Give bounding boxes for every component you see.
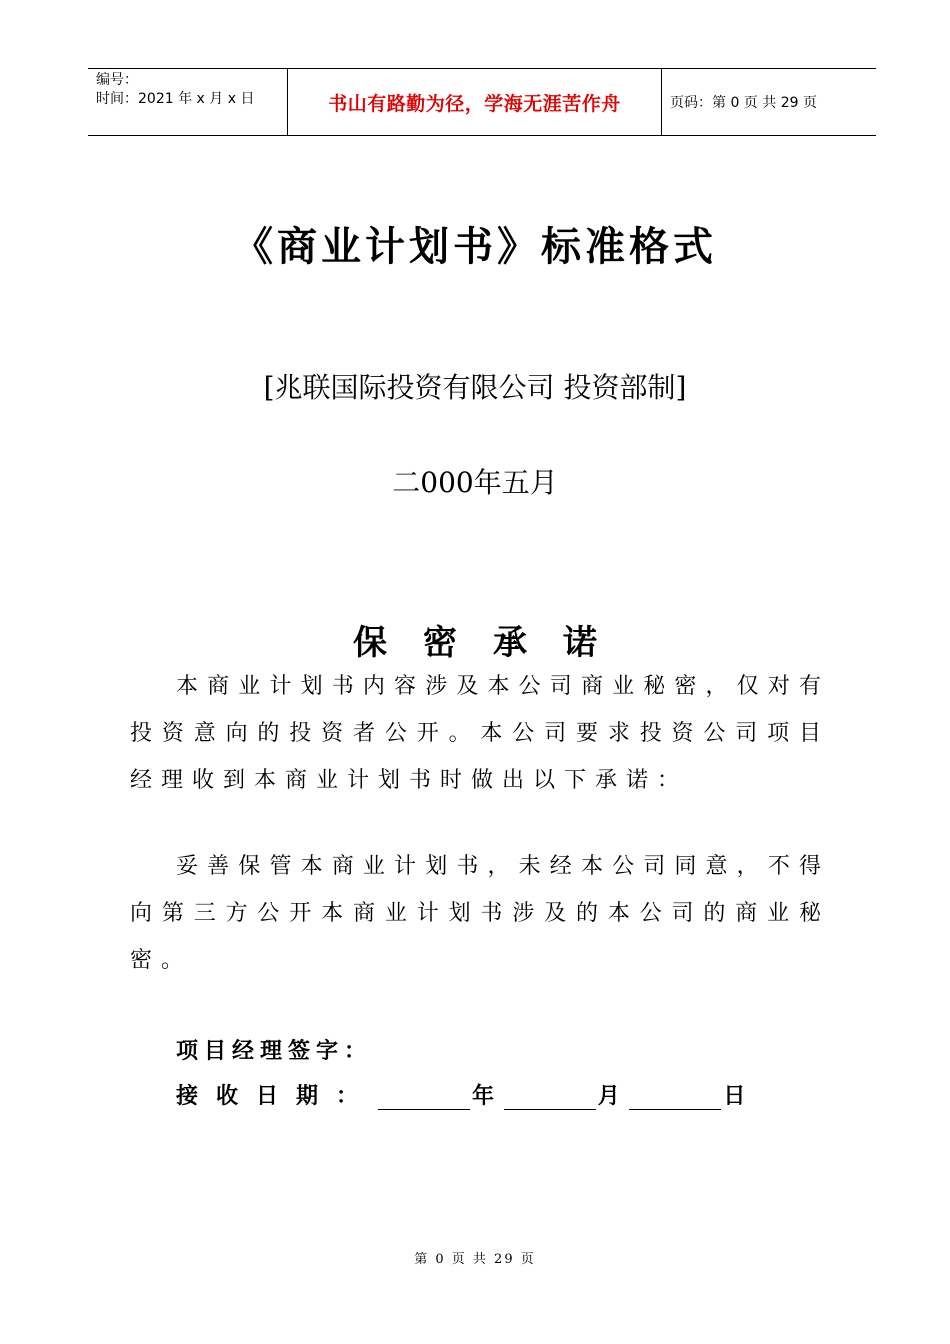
day-blank[interactable] xyxy=(629,1087,721,1110)
header-page-number: 页码：第 0 页 共 29 页 xyxy=(670,95,817,111)
received-date-line xyxy=(176,1079,745,1110)
header-meta-cell xyxy=(88,69,288,135)
footer-page-number: 第 0 页 共 29 页 xyxy=(414,1252,536,1267)
document-title: 《商业计划书》标准格式 xyxy=(233,224,717,270)
day-label: 日 xyxy=(723,1084,746,1109)
document-date: 二000年五月 xyxy=(392,466,558,499)
document-number: 编号： xyxy=(96,72,138,88)
document-subtitle: [兆联国际投资有限公司 投资部制] xyxy=(263,371,687,404)
header-table xyxy=(88,68,876,136)
motto-text: 书山有路勤为径，学海无涯苦作舟 xyxy=(328,92,621,115)
document-time: 时间：2021 年 x 月 x 日 xyxy=(96,91,255,107)
paragraph-1: 本商业计划书内容涉及本公司商业秘密，仅对有投资意向的投资者公开。本公司要求投资公司项目经理收到本商业计划书时做出以下承诺： xyxy=(130,674,830,793)
manager-signature-label: 项目经理签字： xyxy=(176,1039,373,1064)
header-page-cell xyxy=(662,69,876,135)
received-date-label: 接收日期： xyxy=(176,1084,377,1109)
header-motto-cell xyxy=(288,69,662,135)
section-heading: 保密承诺 xyxy=(353,623,633,663)
year-blank[interactable] xyxy=(378,1087,470,1110)
year-label: 年 xyxy=(472,1084,495,1109)
month-label: 月 xyxy=(597,1084,620,1109)
paragraph-2: 妥善保管本商业计划书，未经本公司同意，不得向第三方公开本商业计划书涉及的本公司的商业秘密。 xyxy=(130,854,830,973)
month-blank[interactable] xyxy=(504,1087,596,1110)
